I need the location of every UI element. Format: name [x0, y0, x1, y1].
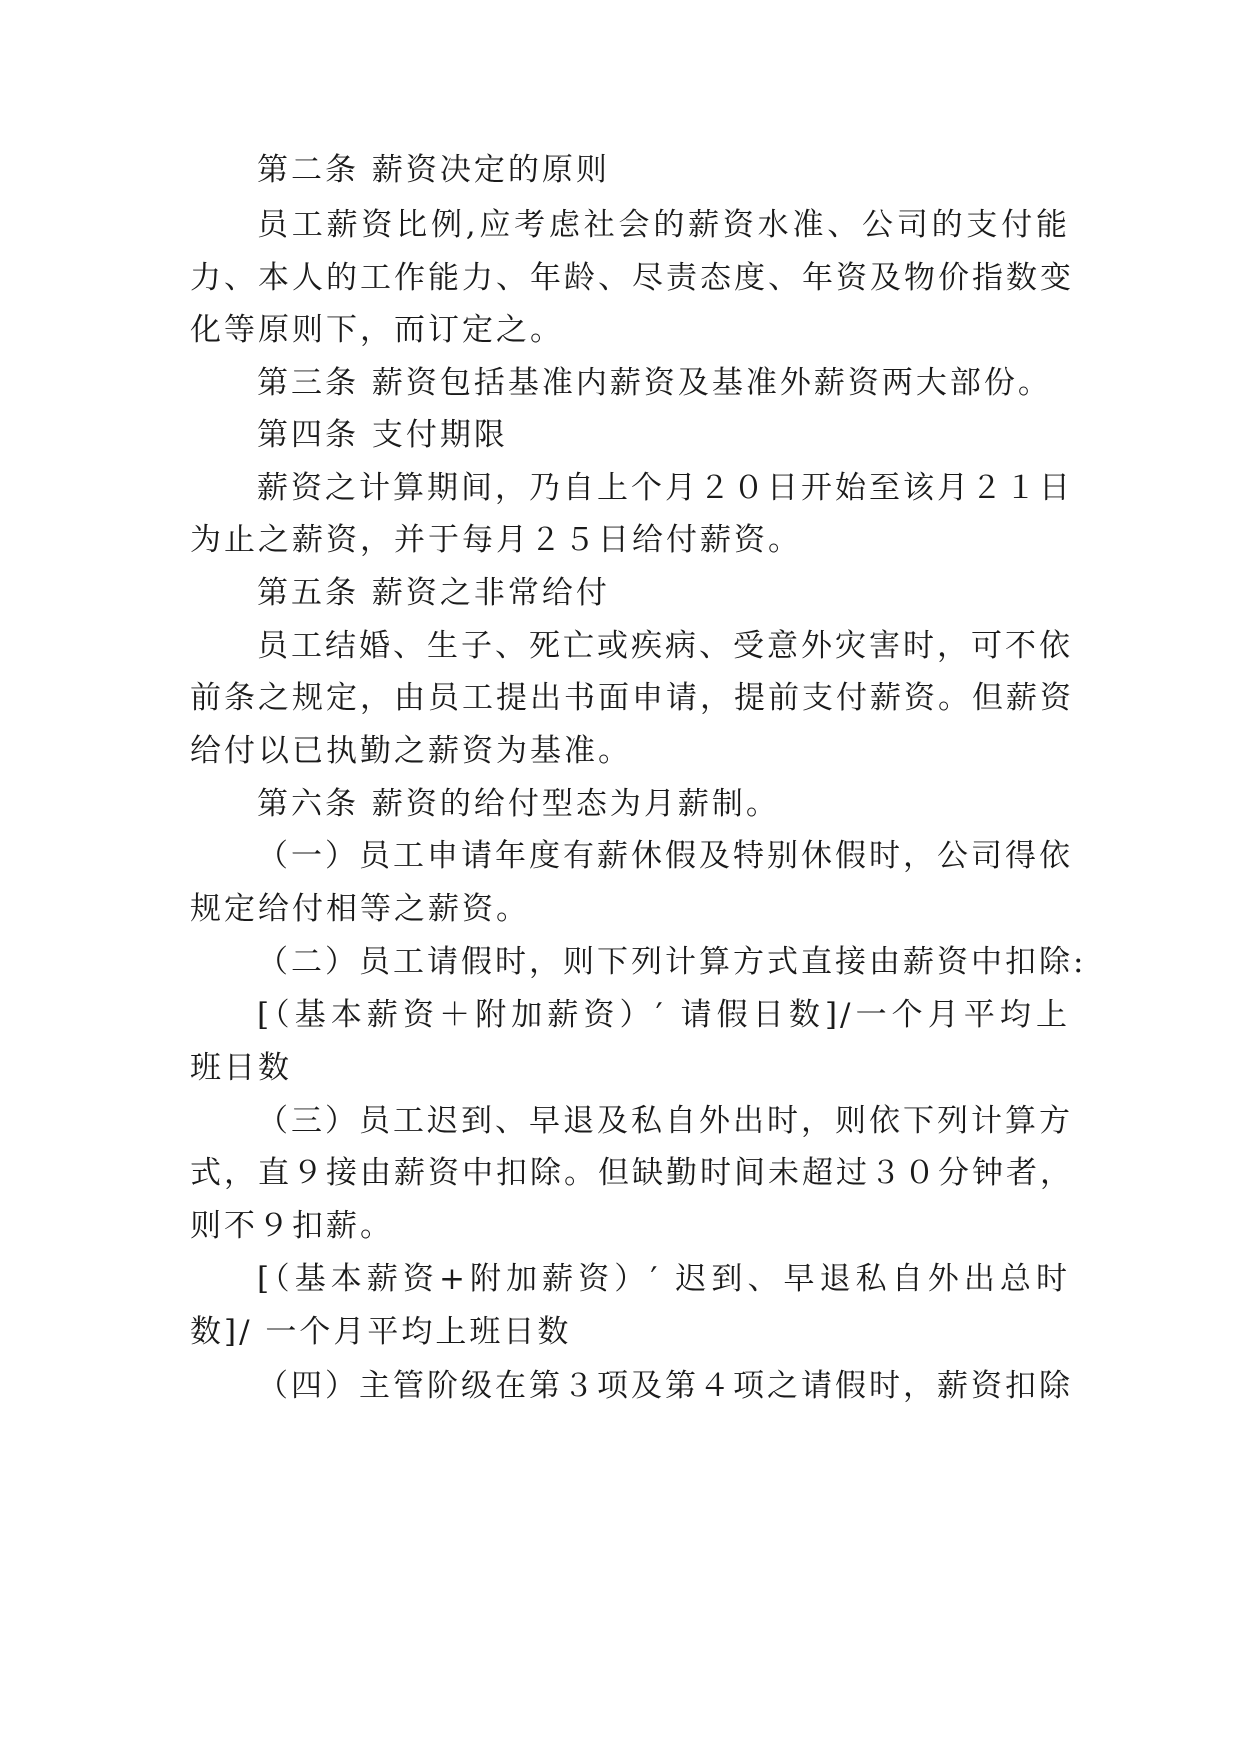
article-2-heading: 第二条 薪资决定的原则 [257, 152, 610, 188]
list-item-line: （一）员工申请年度有薪休假及特别休假时，公司得依 [257, 838, 1073, 874]
article-6-heading: 第六条 薪资的给付型态为月薪制。 [257, 786, 780, 822]
paragraph-line: 前条之规定，由员工提出书面申请，提前支付薪资。但薪资 [190, 680, 1074, 716]
paragraph-line: 为止之薪资，并于每月２５日给付薪资。 [190, 522, 802, 558]
list-item-line: 式，直９接由薪资中扣除。但缺勤时间未超过３０分钟者， [190, 1155, 1074, 1191]
list-item-line: （四）主管阶级在第３项及第４项之请假时，薪资扣除 [257, 1368, 1073, 1404]
paragraph-line: 员工结婚、生子、死亡或疾病、受意外灾害时，可不依 [257, 628, 1073, 664]
paragraph-line: 化等原则下，而订定之。 [190, 312, 564, 348]
paragraph-line: 薪资之计算期间，乃自上个月２０日开始至该月２１日 [257, 470, 1073, 506]
formula-line: 班日数 [190, 1050, 292, 1086]
list-item-line: 则不９扣薪。 [190, 1208, 394, 1244]
article-5-heading: 第五条 薪资之非常给付 [257, 575, 610, 611]
article-3-heading: 第三条 薪资包括基准内薪资及基准外薪资两大部份。 [257, 365, 1052, 401]
paragraph-line: 给付以已执勤之薪资为基准。 [190, 733, 632, 769]
formula-line: 数]/ 一个月平均上班日数 [190, 1314, 572, 1350]
formula-line: [（基本薪资+附加薪资）′ 迟到、早退私自外出总时 [257, 1261, 1070, 1297]
paragraph-line: 力、本人的工作能力、年龄、尽责态度、年资及物价指数变 [190, 260, 1074, 296]
list-item-line: （二）员工请假时，则下列计算方式直接由薪资中扣除: [257, 944, 1087, 980]
list-item-line: 规定给付相等之薪资。 [190, 891, 530, 927]
list-item-line: （三）员工迟到、早退及私自外出时，则依下列计算方 [257, 1103, 1073, 1139]
article-4-heading: 第四条 支付期限 [257, 417, 508, 453]
paragraph-line: 员工薪资比例,应考虑社会的薪资水准、公司的支付能 [257, 207, 1070, 243]
formula-line: [（基本薪资＋附加薪资）′ 请假日数]/一个月平均上 [257, 997, 1070, 1033]
